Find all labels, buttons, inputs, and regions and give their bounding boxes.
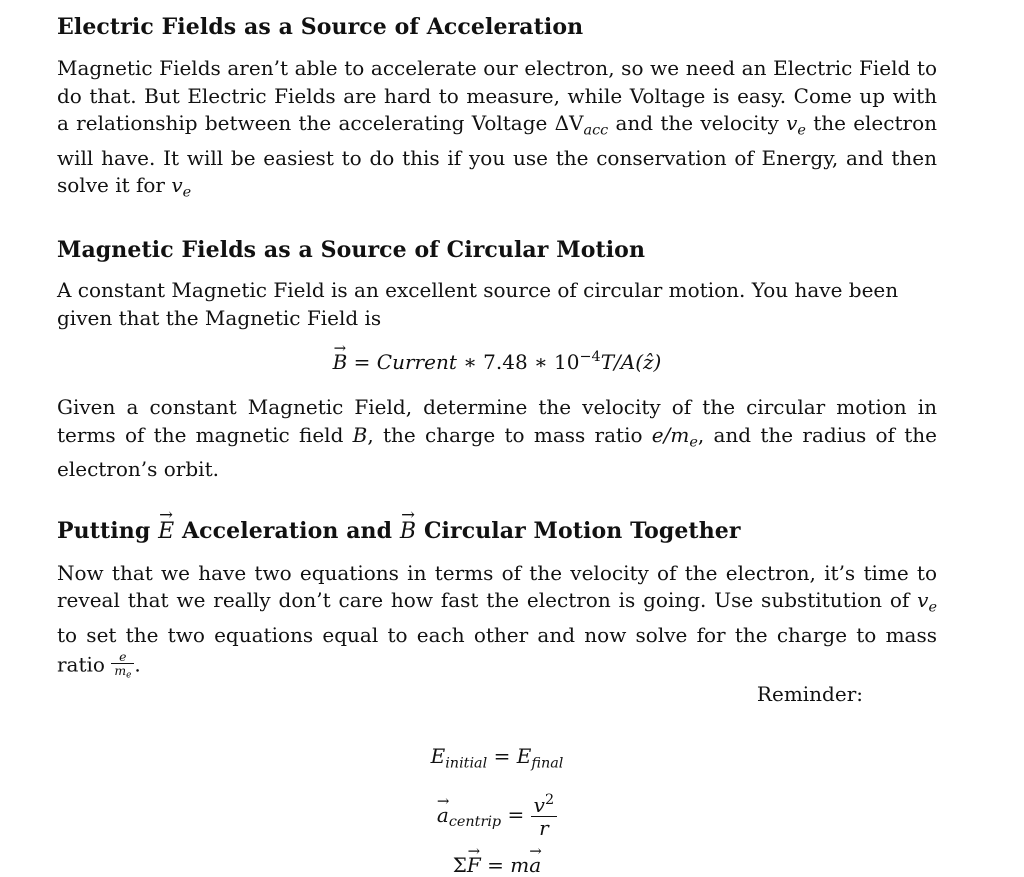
b-vector-heading: B → (400, 517, 416, 547)
paragraph-together: Now that we have two equations in terms of the velocity of the electron, it’s time to reveal that we really don’t care how fast the electron is going. Use substitution of $v_e$ to set the two equations equal to each other and now solve for the charge to mass ratio $\frac{e}{m_e}$ . (57, 560, 937, 681)
velocity-ve-end: $v_e$ (171, 173, 192, 201)
delta-v-acc: $\Delta V_{acc}$ (554, 111, 609, 139)
velocity-ve-sub: $v_e$ (917, 588, 937, 616)
paragraph-magnetic-intro: A constant Magnetic Field is an excellent source of circular motion. You have been given that the Magnetic Field is (57, 278, 899, 330)
charge-mass-ratio: $e/m_e$ (651, 422, 698, 450)
document-page (57, 12, 937, 877)
equation-centripetal: $a \to_{centrip}$ = $\frac{v^2}{r}$ (57, 793, 937, 839)
ratio-fraction: $\frac{e}{m_e}$ (111, 650, 134, 682)
reminder-label: Reminder: (756, 681, 863, 706)
b-vector: B → (333, 350, 348, 374)
equation-magnetic-field: B → = Current ∗ 7.48 ∗ $10^{-4}T/A(ẑ)$ (57, 349, 937, 374)
paragraph-electric-fields: Magnetic Fields aren’t able to accelerate our electron, so we need an Electric Field to do that. But Electric Fields are hard to measure, while Voltage is easy. Come up with a relationship between the accelerating Voltage $\Delta V_{acc}$ and the velocity $v_e$ the electron will have. It will be easiest to do this if you use the conservation of Energy, and then solve it for $v_e$ (57, 56, 937, 201)
a-vector-newton: a → (529, 853, 541, 877)
equation-newton: ΣF → = ma → (57, 853, 937, 877)
f-vector: F → (467, 853, 481, 877)
heading-together: Putting E → Acceleration and B → Circular Motion Together (57, 516, 937, 547)
velocity-ve: $v_e$ (786, 111, 806, 139)
equation-energy: $E_{initial} = E_{final}$ (430, 743, 564, 772)
a-vector: a → (437, 803, 449, 827)
e-vector: E → (158, 517, 174, 547)
heading-magnetic-fields: Magnetic Fields as a Source of Circular Motion (57, 237, 646, 264)
paragraph-magnetic-task: Given a constant Magnetic Field, determine the velocity of the circular motion in terms of the magnetic field B, the charge to mass ratio $e/m_e$, and the radius of the electron’s orbit. (57, 395, 937, 482)
v2-over-r: $\frac{v^2}{r}$ (531, 793, 557, 839)
heading-electric-fields: Electric Fields as a Source of Acceleration (57, 14, 584, 40)
